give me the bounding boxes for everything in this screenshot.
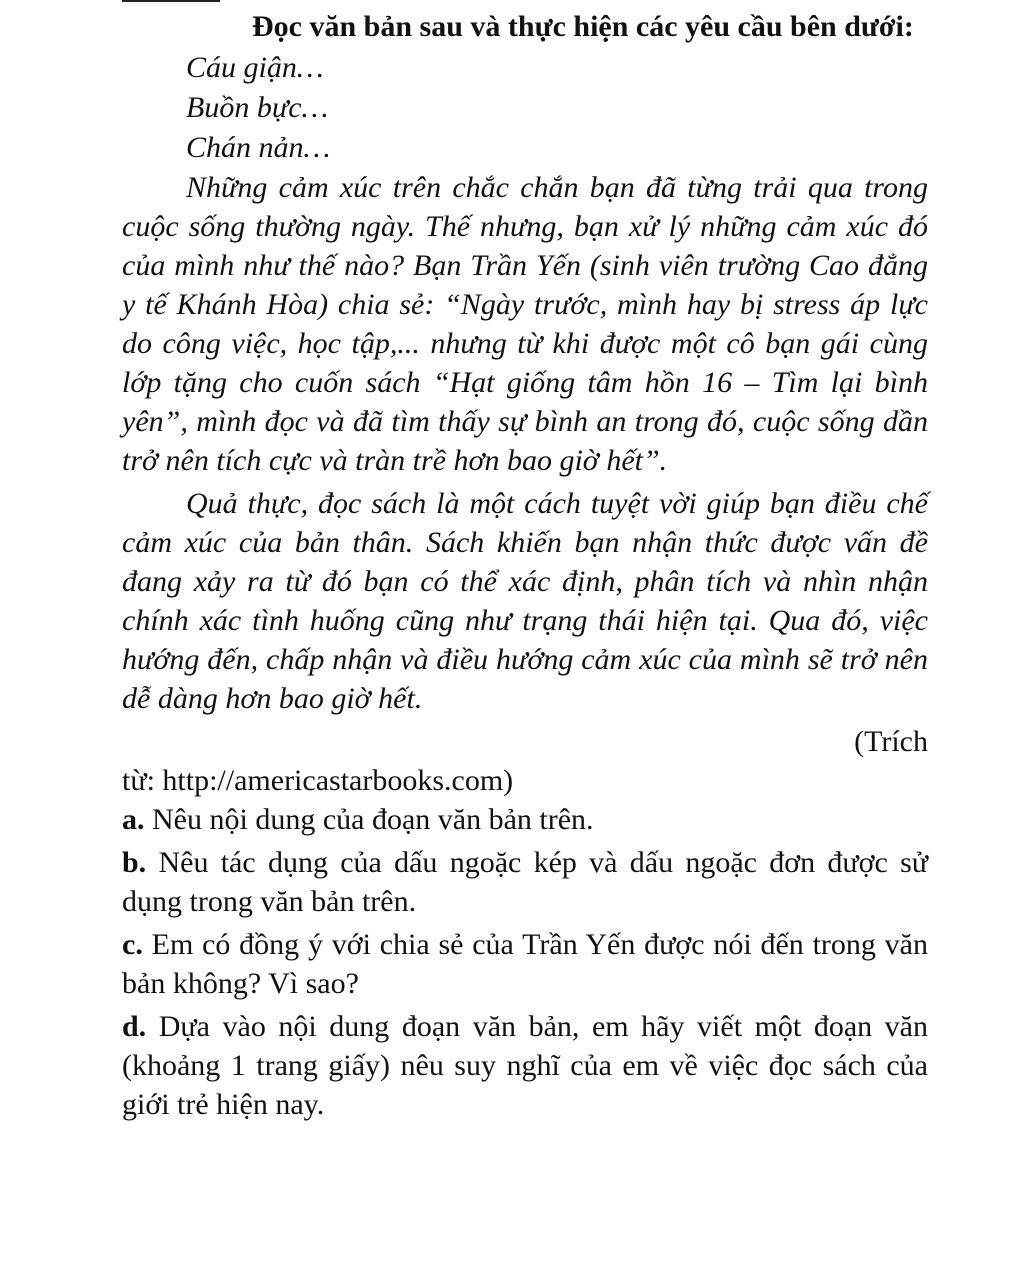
question-text: Nêu tác dụng của dấu ngoặc kép và dấu ngoặc đơn được sử dụng trong văn bản trên. (122, 846, 929, 918)
source-citation-prefix: (Trích (854, 725, 928, 758)
question-item (122, 843, 928, 921)
question-label: d. (122, 1010, 147, 1043)
document-page (122, 6, 928, 1124)
poem-line: Buồn bực… (186, 91, 329, 124)
body-paragraph: Quả thực, đọc sách là một cách tuyệt vời giúp bạn điều chế cảm xúc của bản thân. Sách khiến bạn nhận thức được vấn đề đang xảy ra từ đó bạn có thể xác định, phân tích và nhìn nhận chính xác tình huống cũng như trạng thái hiện tại. Qua đó, việc hướng đến, chấp nhận và điều hướng cảm xúc của mình sẽ trở nên dễ dàng hơn bao giờ hết. (122, 487, 928, 715)
question-item (122, 800, 928, 839)
question-list (122, 800, 928, 1124)
question-item (122, 1007, 928, 1124)
body-paragraph: Những cảm xúc trên chắc chắn bạn đã từng trải qua trong cuộc sống thường ngày. Thế nhưng, bạn xử lý những cảm xúc đó của mình như thế nào? Bạn Trần Yến (sinh viên trường Cao đẳng y tế Khánh Hòa) chia sẻ: “Ngày trước, mình hay bị stress áp lực do công việc, học tập,... nhưng từ khi được một cô bạn gái cùng lớp tặng cho cuốn sách “Hạt giống tâm hồn 16 – Tìm lại bình yên”, mình đọc và đã tìm thấy sự bình an trong đó, cuộc sống dần trở nên tích cực và tràn trề hơn bao giờ hết”. (122, 171, 928, 477)
question-item (122, 925, 928, 1003)
top-rule (122, 0, 220, 2)
source-citation: từ: http://americastarbooks.com) (122, 764, 514, 797)
question-text: Nêu nội dung của đoạn văn bản trên. (152, 803, 594, 836)
poem-line: Chán nản… (186, 131, 331, 164)
poem-line: Cáu giận… (186, 51, 324, 84)
question-label: c. (122, 928, 143, 961)
question-label: a. (122, 803, 145, 836)
exercise-heading: Đọc văn bản sau và thực hiện các yêu cầu bên dưới: (252, 10, 914, 43)
question-label: b. (122, 846, 147, 879)
poem-block (122, 48, 928, 168)
question-text: Dựa vào nội dung đoạn văn bản, em hãy viết một đoạn văn (khoảng 1 trang giấy) nêu suy nghĩ của em về việc đọc sách của giới trẻ hiện nay. (122, 1010, 929, 1121)
question-text: Em có đồng ý với chia sẻ của Trần Yến được nói đến trong văn bản không? Vì sao? (122, 928, 928, 1000)
